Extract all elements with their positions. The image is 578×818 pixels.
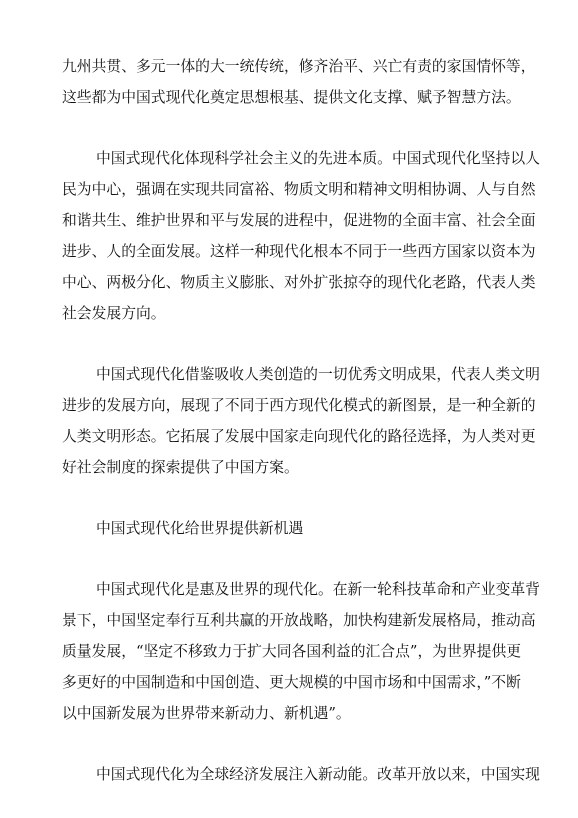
text-line: 以中国新发展为世界带来新动力、新机遇”。 <box>62 705 351 722</box>
text-line: 进步的发展方向，展现了不同于西方现代化模式的新图景，是一种全新的 <box>62 397 536 414</box>
paragraph-first-line: 中国式现代化体现科学社会主义的先进本质。中国式现代化坚持以人 <box>96 150 540 167</box>
paragraph-first-line: 中国式现代化是惠及世界的现代化。在新一轮科技革命和产业变革背 <box>96 581 540 598</box>
text-line: 民为中心，强调在实现共同富裕、物质文明和精神文明相协调、人与自然 <box>62 181 536 198</box>
text-line: 进步、人的全面发展。这样一种现代化根本不同于一些西方国家以资本为 <box>62 243 536 260</box>
text-line: 景下，中国坚定奉行互利共赢的开放战略，加快构建新发展格局，推动高 <box>62 612 536 629</box>
text-line: 好社会制度的探索提供了中国方案。 <box>62 459 299 476</box>
text-line: 质量发展，“坚定不移致力于扩大同各国利益的汇合点”，为世界提供更 <box>62 643 522 660</box>
text-line: 多更好的中国制造和中国创造、更大规模的中国市场和中国需求，”不断 <box>62 674 521 691</box>
paragraph-first-line: 中国式现代化借鉴吸收人类创造的一切优秀文明成果，代表人类文明 <box>96 366 540 383</box>
text-line: 这些都为中国式现代化奠定思想根基、提供文化支撑、赋予智慧方法。 <box>62 89 521 106</box>
text-line: 人类文明形态。它拓展了发展中国家走向现代化的路径选择，为人类对更 <box>62 428 536 445</box>
paragraph-first-line: 中国式现代化为全球经济发展注入新动能。改革开放以来，中国实现 <box>96 766 540 783</box>
text-line: 九州共贯、多元一体的大一统传统，修齐治平、兴亡有责的家国情怀等， <box>62 58 536 75</box>
text-line: 中心、两极分化、物质主义膨胀、对外扩张掠夺的现代化老路，代表人类 <box>62 274 536 291</box>
text-line: 社会发展方向。 <box>62 305 166 322</box>
text-line: 和谐共生、维护世界和平与发展的进程中，促进物的全面丰富、社会全面 <box>62 212 536 229</box>
section-heading: 中国式现代化给世界提供新机遇 <box>96 520 304 537</box>
